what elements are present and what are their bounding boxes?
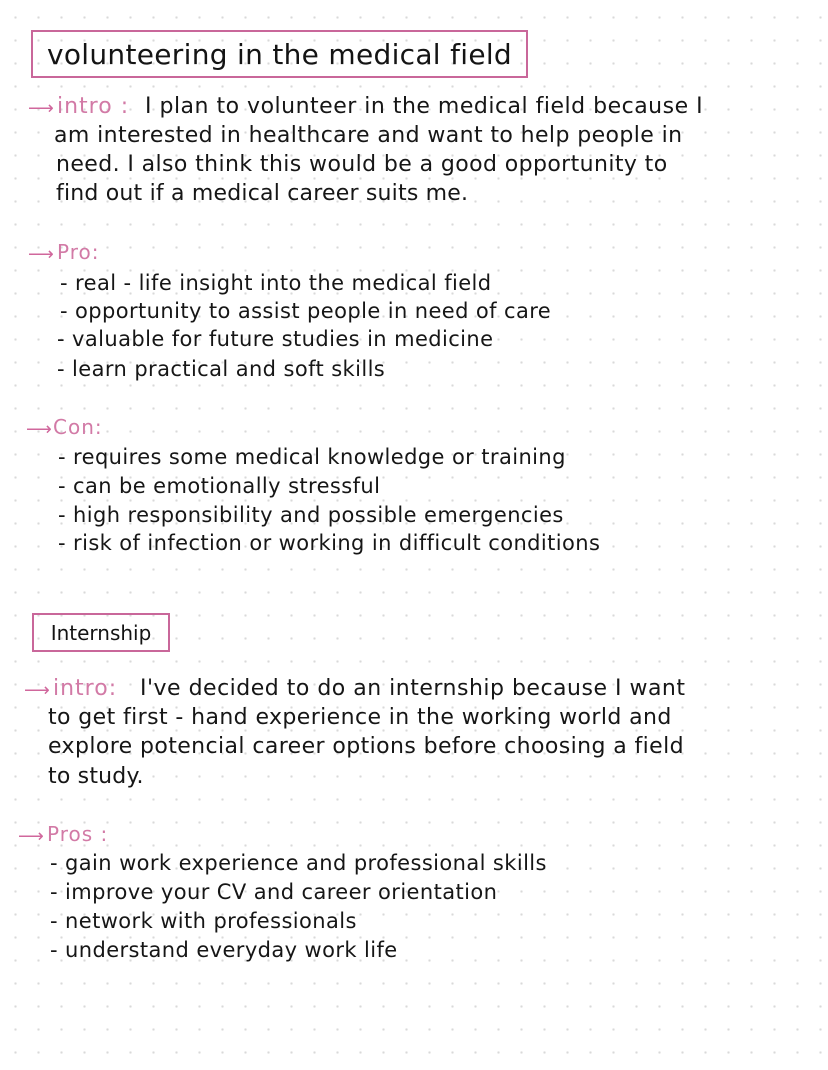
intro-line: explore potencial career options before choosing a field — [48, 734, 684, 759]
intro-label: intro: — [53, 676, 118, 701]
section-title-internship — [32, 613, 170, 652]
pro-item: - opportunity to assist people in need of care — [60, 299, 552, 323]
intro-line: am interested in healthcare and want to help people in — [54, 123, 683, 148]
intro-line: to study. — [48, 764, 144, 789]
con-item: - can be emotionally stressful — [58, 474, 381, 498]
con-item: - requires some medical knowledge or training — [58, 445, 566, 469]
arrow-right-icon: ⟶ — [28, 98, 54, 119]
section-title-text: Internship — [50, 620, 152, 645]
pro-item: - valuable for future studies in medicine — [57, 327, 494, 351]
intro-line: I've decided to do an internship because I want — [140, 676, 686, 701]
section-title-text: volunteering in the medical field — [47, 37, 512, 71]
intro-line: to get first - hand experience in the working world and — [48, 705, 672, 730]
pros-label: Pros : — [47, 822, 109, 846]
intro-line: find out if a medical career suits me. — [56, 181, 469, 206]
con-label: Con: — [53, 415, 103, 439]
con-item: - high responsibility and possible emergencies — [58, 503, 564, 527]
arrow-right-icon: ⟶ — [18, 826, 44, 847]
intro-line: I plan to volunteer in the medical field because I — [145, 94, 704, 119]
pro-item: - real - life insight into the medical field — [60, 271, 492, 295]
arrow-right-icon: ⟶ — [26, 419, 52, 440]
pro-item: - learn practical and soft skills — [57, 357, 386, 381]
pro-item: - network with professionals — [50, 909, 357, 933]
arrow-right-icon: ⟶ — [28, 244, 54, 265]
pro-item: - understand everyday work life — [50, 938, 398, 962]
section-title-volunteering — [31, 30, 528, 78]
arrow-right-icon: ⟶ — [24, 680, 50, 701]
intro-label: intro : — [57, 94, 130, 119]
intro-line: need. I also think this would be a good opportunity to — [56, 152, 668, 177]
pro-item: - gain work experience and professional skills — [50, 851, 547, 875]
pro-label: Pro: — [57, 240, 100, 264]
con-item: - risk of infection or working in difficult conditions — [58, 531, 601, 555]
pro-item: - improve your CV and career orientation — [50, 880, 498, 904]
